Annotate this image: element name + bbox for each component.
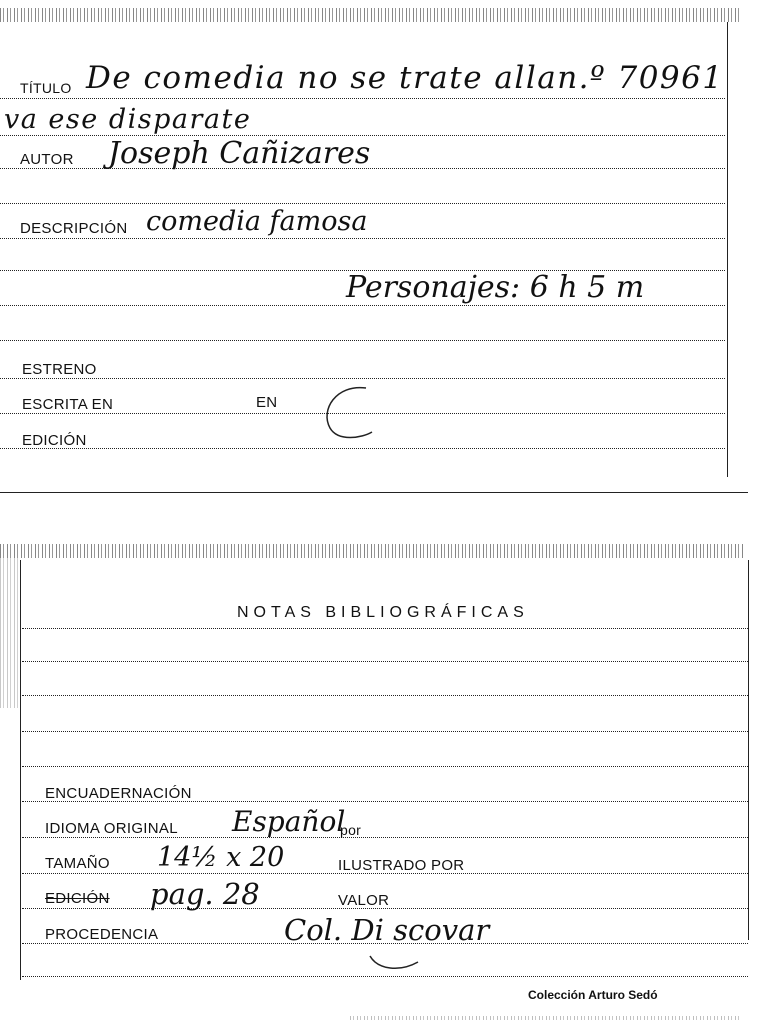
rule xyxy=(0,238,725,239)
card-bottom-footer-noise xyxy=(350,1016,740,1020)
card-bottom-edge-noise xyxy=(0,544,745,558)
idioma-handwritten: Español xyxy=(232,805,346,838)
edicion-handwritten: pag. 28 xyxy=(150,877,260,911)
rule xyxy=(22,766,748,767)
edicion-label: EDICIÓN xyxy=(22,432,87,449)
procedencia-handwritten: Col. Di scovar xyxy=(284,913,490,947)
rule xyxy=(22,628,748,629)
card-bottom-left-border xyxy=(20,560,21,980)
tamano-label: TAMAÑO xyxy=(45,855,110,872)
rule xyxy=(0,340,725,341)
hole-punch-mark xyxy=(316,380,386,450)
idioma-original-label: IDIOMA ORIGINAL xyxy=(45,820,178,837)
card-top-right-border xyxy=(727,22,728,477)
por-label: por xyxy=(340,822,362,838)
escrita-en-label: ESCRITA EN xyxy=(22,396,114,413)
valor-label: VALOR xyxy=(338,892,390,909)
autor-handwritten: Joseph Cañizares xyxy=(108,136,371,171)
descripcion-handwritten: comedia famosa xyxy=(146,206,368,237)
personajes-handwritten: Personajes: 6 h 5 m xyxy=(346,270,645,305)
rule xyxy=(22,837,748,838)
card-top-bottom-border xyxy=(0,492,748,493)
rule xyxy=(0,305,725,306)
card-bottom-left-noise xyxy=(0,558,18,708)
estreno-label: ESTRENO xyxy=(22,361,97,378)
tamano-handwritten: 14½ x 20 xyxy=(157,842,285,873)
en-label: EN xyxy=(256,394,278,411)
titulo-label: TÍTULO xyxy=(20,80,72,96)
autor-label: AUTOR xyxy=(20,151,74,168)
rule xyxy=(0,98,725,99)
rule xyxy=(0,203,725,204)
collection-footer: Colección Arturo Sedó xyxy=(528,988,658,1002)
hole-punch-mark xyxy=(366,950,426,980)
encuadernacion-label: ENCUADERNACIÓN xyxy=(45,785,192,802)
rule xyxy=(0,378,725,379)
rule xyxy=(22,661,748,662)
card-top-edge-noise xyxy=(0,8,740,22)
titulo-handwritten-line2: va ese disparate xyxy=(4,104,252,135)
descripcion-label: DESCRIPCIÓN xyxy=(20,220,128,237)
card-bottom-right-border xyxy=(748,560,749,940)
notas-heading: NOTAS BIBLIOGRÁFICAS xyxy=(237,604,529,621)
titulo-handwritten-line1: De comedia no se trate allan.º 70961 xyxy=(86,60,724,96)
procedencia-label: PROCEDENCIA xyxy=(45,926,159,943)
rule xyxy=(22,695,748,696)
ilustrado-por-label: ILUSTRADO POR xyxy=(338,857,465,874)
rule xyxy=(22,731,748,732)
edicion-label-struck: EDICIÓN xyxy=(45,890,110,907)
